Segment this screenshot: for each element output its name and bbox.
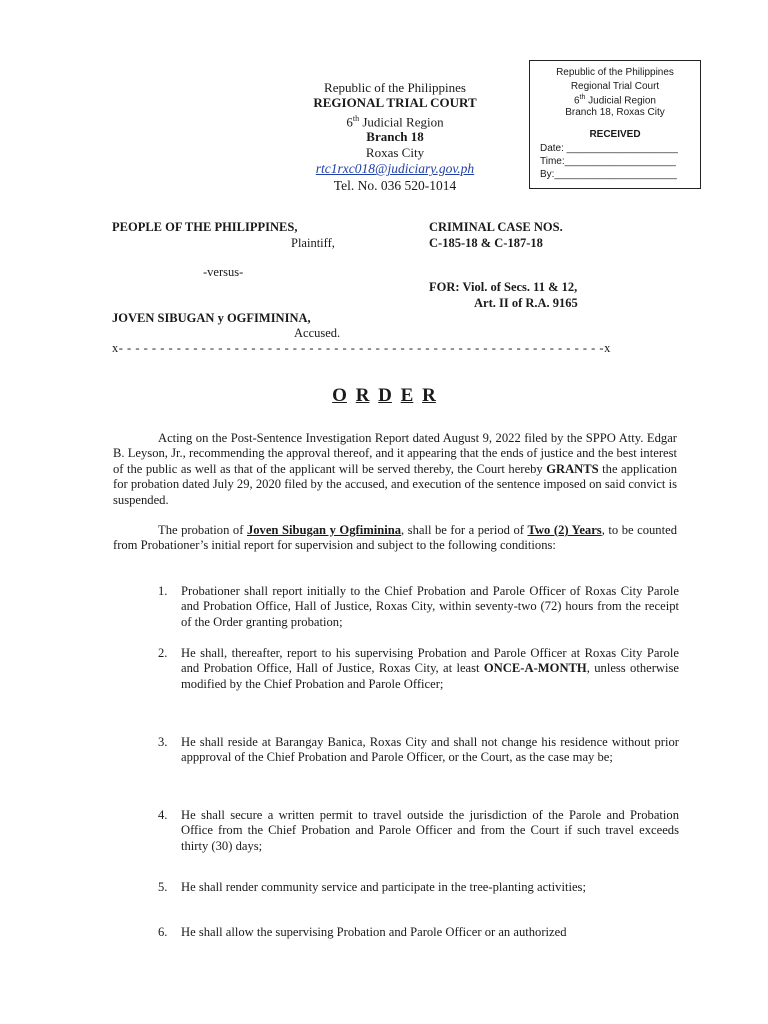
- condition-2-text-a: He shall, thereafter, report to his supervising Probation and Parole Officer at Roxas City Parole and Probation Office, Hall of Justice, Roxas City, at least: [181, 646, 679, 676]
- para2-text-c: , to be counted from Probationer’s initial report for supervision and subject to the following conditions:: [113, 523, 677, 553]
- stamp-region-text: Judicial Region: [585, 95, 656, 107]
- condition-text: He shall render community service and participate in the tree-planting activities;: [181, 880, 586, 894]
- case-for-line2: Art. II of R.A. 9165: [474, 296, 578, 310]
- para1-grants: GRANTS: [546, 461, 599, 476]
- condition-2-frequency: ONCE-A-MONTH: [483, 661, 587, 676]
- condition-number: 2.: [158, 646, 168, 660]
- received-stamp: [529, 60, 701, 189]
- caption-versus: -versus-: [203, 265, 244, 279]
- title-letter: O: [332, 385, 347, 406]
- condition-text: He shall secure a written permit to travel outside the jurisdiction of the Parole and Probation Office from the Chief Probation and Parole Officer and from the Court if such travel exceeds thirty (30) days;: [181, 808, 679, 853]
- court-header: [270, 80, 520, 195]
- caption-separator: x- - - - - - - - - - - - - - - - - - - - - - - - - - - - - - - - - - - - - - - - - - - - - - - - - - - - - - - - - - -x: [112, 341, 611, 355]
- header-region-text: Judicial Region: [359, 114, 444, 130]
- header-court-name: REGIONAL TRIAL COURT: [313, 95, 477, 110]
- title-letter: R: [355, 385, 370, 406]
- header-branch: Branch 18: [366, 129, 424, 145]
- caption-accused: Accused.: [294, 326, 341, 340]
- condition-2-text-b: , unless otherwise modified by the Chief Probation and Parole Officer;: [181, 661, 680, 691]
- condition-number: 4.: [158, 808, 168, 822]
- condition-text: [181, 646, 679, 692]
- condition-number: 5.: [158, 880, 168, 894]
- header-region-num: 6: [346, 114, 353, 130]
- condition-number: 3.: [158, 735, 168, 749]
- condition-text: Probationer shall report initially to the Chief Probation and Parole Officer of Roxas City Parole and Probation Office, Hall of Justice, Roxas City, within seventy-two (72) hours from the receipt of the Order granting probation;: [181, 584, 679, 629]
- condition-number: 1.: [158, 584, 168, 598]
- condition-text: He shall allow the supervising Probation and Parole Officer or an authorized: [181, 925, 567, 939]
- condition-number: 6.: [158, 925, 168, 939]
- header-region: [270, 111, 520, 129]
- header-city: Roxas City: [365, 145, 425, 161]
- stamp-region: [530, 94, 700, 106]
- para1-text-b: the application for probation dated July 29, 2020 filed by the accused, and execution of the sentence imposed on said convict is suspended.: [113, 461, 678, 507]
- title-letter: E: [400, 385, 414, 406]
- stamp-region-sup: th: [579, 94, 586, 101]
- condition-text: He shall reside at Barangay Banica, Roxas City and shall not change his residence without prior appproval of the Chief Probation and Parole Officer, or the Court, as the case may be;: [181, 735, 679, 765]
- stamp-court: Regional Trial Court: [570, 81, 660, 92]
- order-title: [0, 385, 768, 407]
- stamp-time-field: Time:____________________: [540, 156, 676, 167]
- probation-period: Two (2) Years: [527, 523, 602, 537]
- probationer-name: Joven Sibugan y Ogfiminina: [246, 523, 401, 537]
- stamp-region-num: 6: [573, 95, 580, 107]
- para1-text-a: Acting on the Post-Sentence Investigation Report dated August 9, 2022 filed by the SPPO Atty. Edgar B. Leyson, Jr., recommending the approval thereof, and it appearing that the ends of justice and the best interest of the public as well as that of the applicant will be served thereby, the Court hereby: [113, 431, 677, 476]
- stamp-branch: Branch 18, Roxas City: [565, 107, 665, 118]
- header-region-sup: th: [352, 114, 360, 123]
- stamp-republic: Republic of the Philippines: [556, 67, 674, 78]
- header-email-link[interactable]: rtc1rxc018@judiciary.gov.ph: [315, 161, 475, 177]
- para2-text-b: , shall be for a period of: [401, 523, 528, 537]
- order-paragraph-1: [113, 431, 677, 508]
- stamp-received-label: RECEIVED: [589, 129, 641, 140]
- title-letter: R: [422, 385, 436, 406]
- caption-plaintiff: Plaintiff,: [291, 236, 335, 250]
- case-numbers: C-185-18 & C-187-18: [429, 236, 543, 250]
- order-paragraph-2: [113, 523, 677, 554]
- caption-accused-name: JOVEN SIBUGAN y OGFIMININA,: [112, 311, 311, 325]
- stamp-date-field: Date: ____________________: [540, 143, 678, 154]
- title-letter: D: [378, 385, 392, 406]
- header-tel: Tel. No. 036 520-1014: [333, 178, 457, 194]
- header-republic: Republic of the Philippines: [324, 80, 466, 95]
- para2-text-a: The probation of: [158, 523, 247, 537]
- case-number-label: CRIMINAL CASE NOS.: [429, 220, 563, 234]
- stamp-by-field: By:______________________: [540, 169, 677, 180]
- case-for-line1: FOR: Viol. of Secs. 11 & 12,: [429, 280, 578, 294]
- caption-people: PEOPLE OF THE PHILIPPINES,: [112, 220, 298, 234]
